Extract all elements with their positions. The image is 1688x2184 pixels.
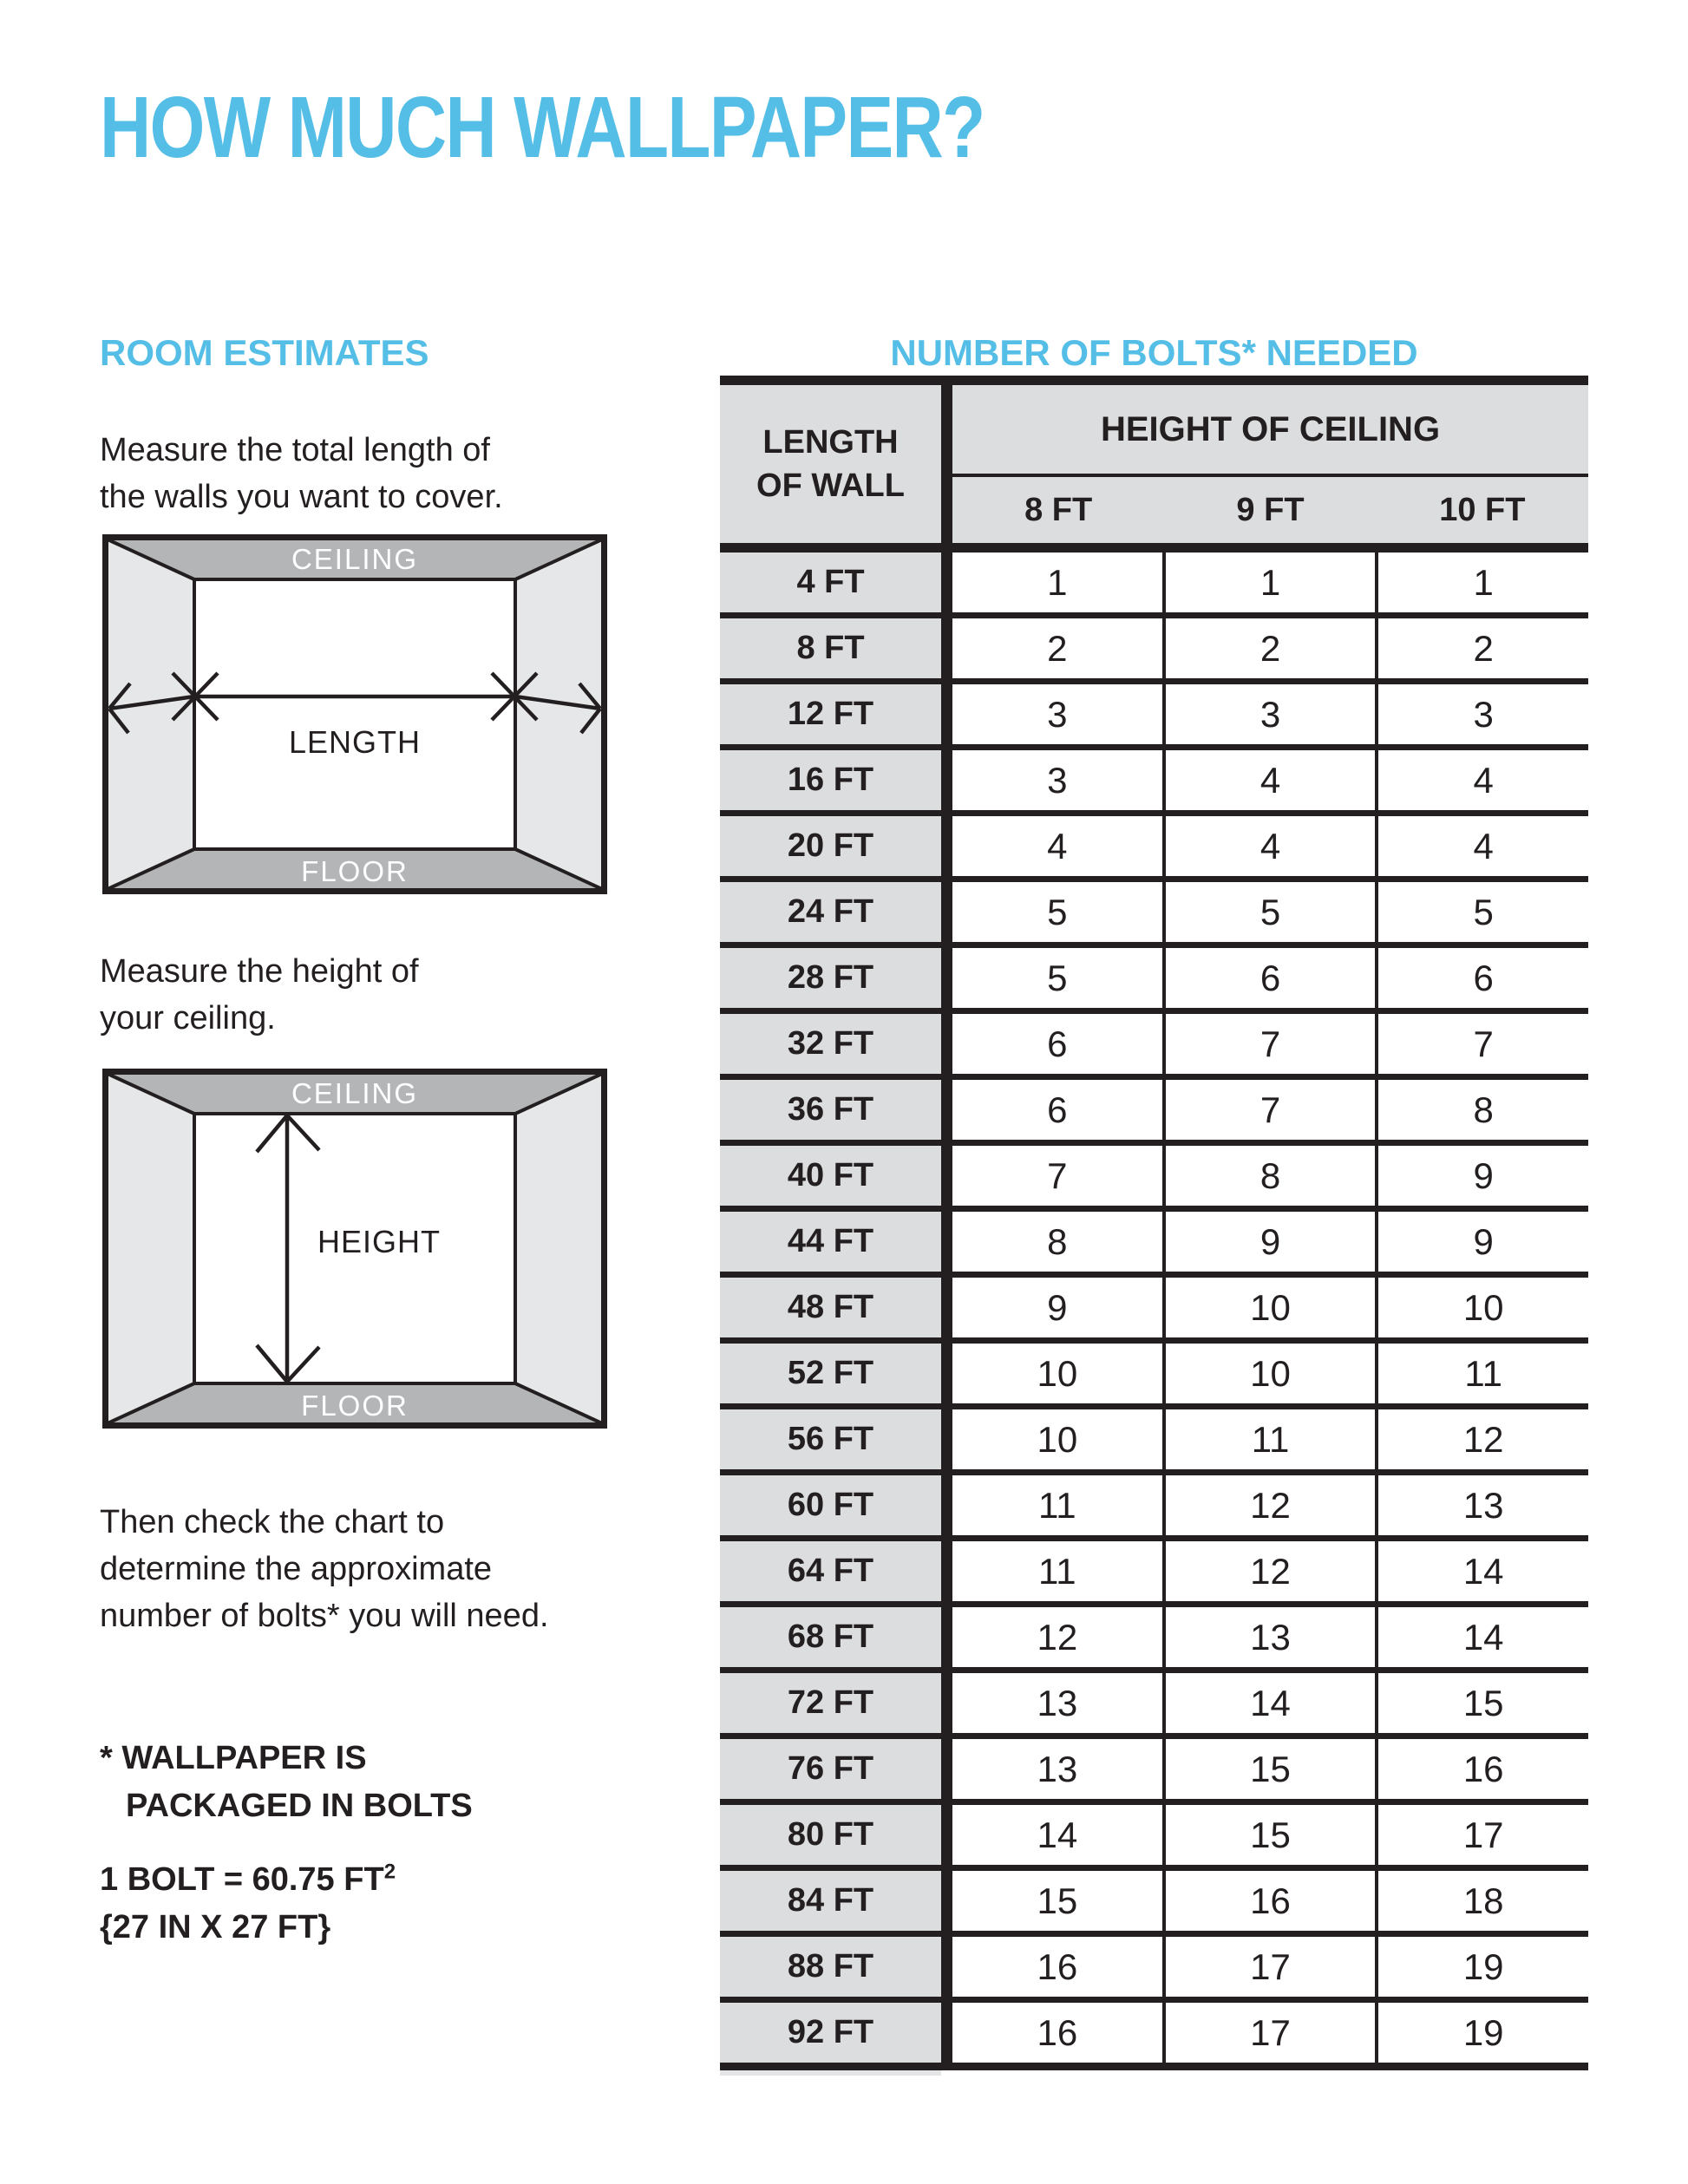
bolt-count-cell: 3 xyxy=(952,750,1162,810)
bolt-count-cell: 17 xyxy=(1375,1805,1588,1865)
table-row xyxy=(720,1475,1588,1541)
header-bottom-border xyxy=(720,543,1588,553)
bolt-count-cell: 2 xyxy=(952,618,1162,678)
table-row xyxy=(720,1344,1588,1409)
bolt-count-cell: 9 xyxy=(952,1278,1162,1337)
bolt-count-cell: 18 xyxy=(1375,1871,1588,1931)
bolt-count-cell: 13 xyxy=(1162,1607,1376,1667)
column-divider xyxy=(941,1541,952,1601)
bolt-count-cell: 7 xyxy=(1375,1014,1588,1074)
column-divider xyxy=(941,882,952,942)
wall-length-label: 48 FT xyxy=(720,1278,941,1337)
bolt-equation-superscript: 2 xyxy=(383,1860,396,1884)
bolt-count-cell: 7 xyxy=(952,1146,1162,1206)
bolt-count-cell: 5 xyxy=(1162,882,1376,942)
bolt-count-cell: 8 xyxy=(1162,1146,1376,1206)
column-divider xyxy=(941,1871,952,1931)
table-row xyxy=(720,1739,1588,1805)
wall-length-label: 28 FT xyxy=(720,948,941,1008)
bolt-count-cell: 17 xyxy=(1162,2003,1376,2063)
column-divider xyxy=(941,1409,952,1469)
wall-length-label: 4 FT xyxy=(720,553,941,612)
column-divider xyxy=(941,684,952,744)
bolt-count-cell: 14 xyxy=(952,1805,1162,1865)
header-line: OF WALL xyxy=(756,468,905,504)
instruction-line: the walls you want to cover. xyxy=(100,479,503,515)
height-label: HEIGHT xyxy=(317,1224,442,1259)
bolt-count-cell: 11 xyxy=(952,1475,1162,1535)
instruction-line: determine the approximate xyxy=(100,1551,493,1587)
bolt-count-cell: 8 xyxy=(1375,1080,1588,1140)
wall-length-label: 32 FT xyxy=(720,1014,941,1074)
wall-length-label: 88 FT xyxy=(720,1937,941,1997)
table-row xyxy=(720,1146,1588,1212)
table-row xyxy=(720,1278,1588,1344)
bolt-count-cell: 1 xyxy=(1162,553,1376,612)
bolt-count-cell: 1 xyxy=(1375,553,1588,612)
bolt-count-cell: 3 xyxy=(1375,684,1588,744)
instruction-line: Measure the total length of xyxy=(100,432,490,468)
wall-length-label: 72 FT xyxy=(720,1673,941,1733)
bolt-size-note xyxy=(100,1856,396,1952)
bolt-count-cell: 3 xyxy=(952,684,1162,744)
bolt-count-cell: 6 xyxy=(952,1014,1162,1074)
column-divider xyxy=(941,618,952,678)
wall-length-label: 68 FT xyxy=(720,1607,941,1667)
ceiling-label: CEILING xyxy=(291,543,419,575)
table-row xyxy=(720,618,1588,684)
bolt-count-cell: 15 xyxy=(1375,1673,1588,1733)
table-row xyxy=(720,750,1588,816)
note-line: * WALLPAPER IS xyxy=(100,1740,367,1776)
table-row xyxy=(720,1541,1588,1607)
room-length-diagram xyxy=(102,534,607,894)
bolt-count-cell: 15 xyxy=(1162,1805,1376,1865)
column-divider xyxy=(941,1014,952,1074)
column-divider xyxy=(941,1475,952,1535)
column-divider xyxy=(941,1278,952,1337)
wall-length-label: 12 FT xyxy=(720,684,941,744)
wallpaper-bolts-note xyxy=(100,1735,473,1830)
wall-length-label: 80 FT xyxy=(720,1805,941,1865)
bolt-count-cell: 4 xyxy=(1375,816,1588,876)
table-bottom-border xyxy=(720,2063,1588,2070)
ceiling-height-columns xyxy=(952,477,1588,543)
bolt-count-cell: 14 xyxy=(1375,1541,1588,1601)
table-row xyxy=(720,1212,1588,1278)
column-divider xyxy=(941,1739,952,1799)
wall-length-label: 84 FT xyxy=(720,1871,941,1931)
label-column-footer xyxy=(720,2070,941,2076)
bolt-equation-text: 1 BOLT = 60.75 FT xyxy=(100,1861,384,1898)
bolt-count-cell: 3 xyxy=(1162,684,1376,744)
wall-length-label: 36 FT xyxy=(720,1080,941,1140)
bolt-count-cell: 12 xyxy=(952,1607,1162,1667)
table-row xyxy=(720,1871,1588,1937)
bolt-count-cell: 10 xyxy=(952,1409,1162,1469)
bolt-count-cell: 8 xyxy=(952,1212,1162,1272)
bolt-count-cell: 19 xyxy=(1375,1937,1588,1997)
column-header-9ft: 9 FT xyxy=(1236,491,1305,528)
bolt-count-cell: 16 xyxy=(952,1937,1162,1997)
instruction-line: Measure the height of xyxy=(100,953,419,990)
bolt-dimensions: {27 IN X 27 FT} xyxy=(100,1909,331,1945)
bolt-count-cell: 7 xyxy=(1162,1014,1376,1074)
column-divider xyxy=(941,1212,952,1272)
bolt-count-cell: 5 xyxy=(952,948,1162,1008)
table-rows xyxy=(720,553,1588,2063)
bolt-count-cell: 5 xyxy=(952,882,1162,942)
column-divider xyxy=(941,1607,952,1667)
bolt-count-cell: 14 xyxy=(1375,1607,1588,1667)
header-line: LENGTH xyxy=(762,424,899,461)
table-row xyxy=(720,1673,1588,1739)
note-line: PACKAGED IN BOLTS xyxy=(126,1788,473,1824)
table-row xyxy=(720,882,1588,948)
bolt-count-cell: 17 xyxy=(1162,1937,1376,1997)
room-estimates-heading: ROOM ESTIMATES xyxy=(100,332,429,373)
bolt-count-cell: 11 xyxy=(952,1541,1162,1601)
bolt-count-cell: 6 xyxy=(952,1080,1162,1140)
bolt-count-cell: 4 xyxy=(1162,816,1376,876)
bolt-count-cell: 11 xyxy=(1375,1344,1588,1403)
bolt-count-cell: 10 xyxy=(1375,1278,1588,1337)
bolt-count-cell: 4 xyxy=(1162,750,1376,810)
bolt-count-cell: 11 xyxy=(1162,1409,1376,1469)
bolts-needed-heading: NUMBER OF BOLTS* NEEDED xyxy=(890,332,1418,373)
table-header xyxy=(720,385,1588,543)
bolt-count-cell: 13 xyxy=(952,1673,1162,1733)
instruction-line: your ceiling. xyxy=(100,1000,276,1036)
table-row xyxy=(720,816,1588,882)
column-divider xyxy=(941,1146,952,1206)
table-row xyxy=(720,1014,1588,1080)
bolt-count-cell: 12 xyxy=(1375,1409,1588,1469)
height-of-ceiling-label: HEIGHT OF CEILING xyxy=(1100,409,1441,448)
bolt-count-cell: 12 xyxy=(1162,1541,1376,1601)
length-of-wall-header xyxy=(720,385,941,543)
table-row xyxy=(720,684,1588,750)
table-row xyxy=(720,1607,1588,1673)
bolt-count-cell: 4 xyxy=(952,816,1162,876)
column-divider xyxy=(941,1937,952,1997)
wall-length-label: 76 FT xyxy=(720,1739,941,1799)
bolt-count-cell: 1 xyxy=(952,553,1162,612)
column-divider xyxy=(941,1805,952,1865)
table-row xyxy=(720,1080,1588,1146)
bolt-count-cell: 10 xyxy=(1162,1344,1376,1403)
wall-length-label: 40 FT xyxy=(720,1146,941,1206)
bolt-count-cell: 15 xyxy=(952,1871,1162,1931)
length-label: LENGTH xyxy=(288,724,422,760)
column-divider xyxy=(941,1344,952,1403)
bolt-count-cell: 6 xyxy=(1375,948,1588,1008)
table-row xyxy=(720,553,1588,618)
table-row xyxy=(720,948,1588,1014)
wall-length-label: 92 FT xyxy=(720,2003,941,2063)
floor-label: FLOOR xyxy=(301,855,409,887)
bolt-count-cell: 13 xyxy=(1375,1475,1588,1535)
bolts-table xyxy=(720,376,1588,2076)
bolt-count-cell: 12 xyxy=(1162,1475,1376,1535)
instruction-line: number of bolts* you will need. xyxy=(100,1598,549,1634)
column-divider xyxy=(941,750,952,810)
wall-length-label: 52 FT xyxy=(720,1344,941,1403)
column-divider xyxy=(941,1080,952,1140)
bolt-count-cell: 9 xyxy=(1375,1146,1588,1206)
column-header-8ft: 8 FT xyxy=(1024,491,1093,528)
bolt-count-cell: 9 xyxy=(1375,1212,1588,1272)
bolt-count-cell: 4 xyxy=(1375,750,1588,810)
wall-length-label: 8 FT xyxy=(720,618,941,678)
column-divider xyxy=(941,1673,952,1733)
bolt-count-cell: 15 xyxy=(1162,1739,1376,1799)
bolt-count-cell: 10 xyxy=(1162,1278,1376,1337)
bolt-count-cell: 2 xyxy=(1375,618,1588,678)
instruction-measure-length xyxy=(100,427,503,520)
bolt-count-cell: 9 xyxy=(1162,1212,1376,1272)
wall-length-label: 60 FT xyxy=(720,1475,941,1535)
page-title: HOW MUCH WALLPAPER? xyxy=(100,79,985,176)
column-header-10ft: 10 FT xyxy=(1439,491,1526,528)
floor-label: FLOOR xyxy=(301,1390,409,1422)
instruction-measure-height xyxy=(100,948,419,1042)
bolt-count-cell: 2 xyxy=(1162,618,1376,678)
wall-length-label: 16 FT xyxy=(720,750,941,810)
bolt-count-cell: 19 xyxy=(1375,2003,1588,2063)
table-row xyxy=(720,1937,1588,2003)
bolt-count-cell: 16 xyxy=(1162,1871,1376,1931)
back-wall xyxy=(194,579,515,849)
column-divider xyxy=(941,2003,952,2063)
table-row xyxy=(720,2003,1588,2063)
column-divider xyxy=(941,948,952,1008)
bolt-count-cell: 5 xyxy=(1375,882,1588,942)
instruction-check-chart xyxy=(100,1499,549,1639)
table-row xyxy=(720,1805,1588,1871)
room-height-diagram xyxy=(102,1069,607,1429)
column-divider xyxy=(941,816,952,876)
wall-length-label: 64 FT xyxy=(720,1541,941,1601)
column-divider xyxy=(941,553,952,612)
bolt-count-cell: 7 xyxy=(1162,1080,1376,1140)
wall-length-label: 56 FT xyxy=(720,1409,941,1469)
wall-length-label: 20 FT xyxy=(720,816,941,876)
bolt-count-cell: 16 xyxy=(1375,1739,1588,1799)
wall-length-label: 44 FT xyxy=(720,1212,941,1272)
bolt-count-cell: 16 xyxy=(952,2003,1162,2063)
wall-length-label: 24 FT xyxy=(720,882,941,942)
table-row xyxy=(720,1409,1588,1475)
ceiling-label: CEILING xyxy=(291,1077,419,1109)
bolt-count-cell: 14 xyxy=(1162,1673,1376,1733)
bolt-count-cell: 6 xyxy=(1162,948,1376,1008)
bolt-equation xyxy=(100,1856,396,1904)
instruction-line: Then check the chart to xyxy=(100,1504,445,1540)
column-divider xyxy=(941,385,952,543)
height-of-ceiling-header xyxy=(952,385,1588,543)
bolt-count-cell: 13 xyxy=(952,1739,1162,1799)
table-top-border xyxy=(720,376,1588,385)
bolt-count-cell: 10 xyxy=(952,1344,1162,1403)
